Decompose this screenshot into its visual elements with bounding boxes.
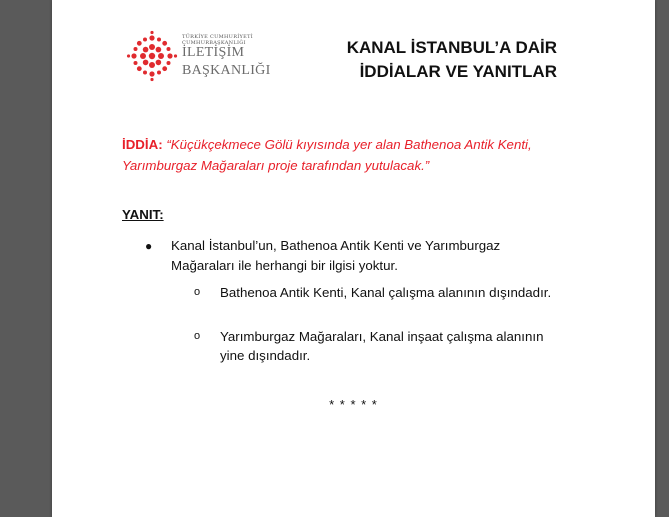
emblem-icon [126, 30, 178, 82]
sub-item-text: Bathenoa Antik Kenti, Kanal çalışma alanının dışındadır. [220, 285, 552, 300]
title-line-2: İDDİALAR VE YANITLAR [359, 62, 557, 81]
hollow-circle-icon: o [194, 330, 201, 342]
answer-bullet-text: Kanal İstanbul’un, Bathenoa Antik Kenti ve Yarımburgaz Mağaraları ile herhangi bir ilgisi yoktur. [171, 238, 501, 273]
iletisim-baskanligi-logo [126, 30, 271, 90]
claim-paragraph [122, 134, 582, 176]
logo-big-line-1: İLETİŞİM [182, 45, 245, 60]
logo-small-line-2: CUMHURBAŞKANLIĞI [182, 40, 246, 46]
hollow-circle-icon: o [194, 286, 201, 298]
answer-label: YANIT: [122, 207, 164, 222]
logo-small-line-1: TÜRKİYE CUMHURİYETİ [182, 34, 253, 40]
page-title [347, 36, 557, 84]
logo-big-line-2: BAŞKANLIĞI [182, 63, 271, 78]
bullet-dot-icon: ● [145, 239, 153, 253]
end-stars: * * * * * [329, 397, 378, 412]
document-page [52, 0, 655, 517]
claim-label: İDDİA: [122, 137, 163, 152]
sub-item-text: Yarımburgaz Mağaraları, Kanal inşaat çalışma alanının yine dışındadır. [220, 329, 544, 363]
claim-text: “Küçükçekmece Gölü kıyısında yer alan Bathenoa Antik Kenti, Yarımburgaz Mağaraları proje tarafından yutulacak.” [122, 137, 532, 173]
title-line-1: KANAL İSTANBUL’A DAİR [346, 38, 557, 57]
